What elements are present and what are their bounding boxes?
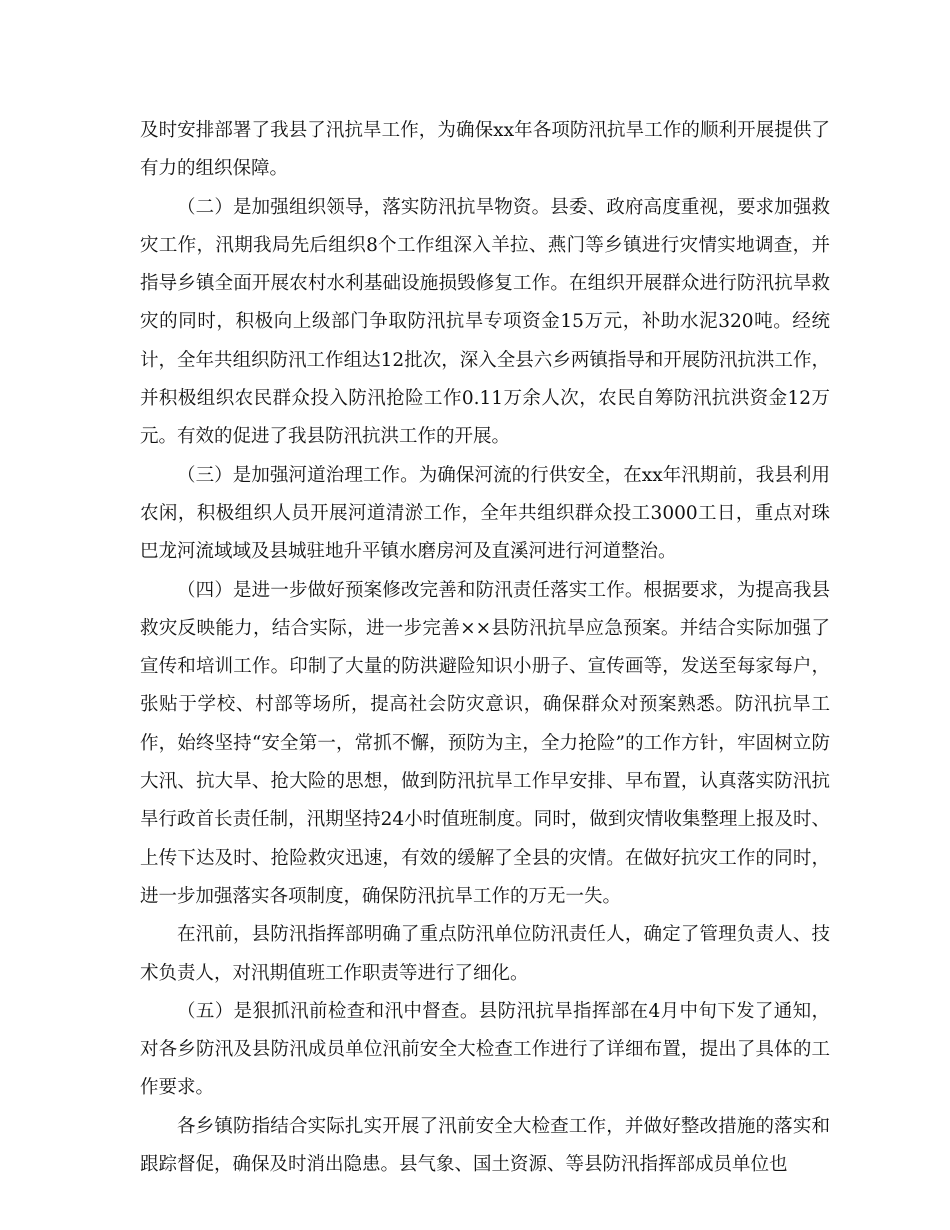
paragraph-section-5: （五）是狠抓汛前检查和汛中督查。县防汛抗旱指挥部在4月中旬下发了通知，对各乡防汛及县防汛成员单位汛前安全大检查工作进行了详细布置，提出了具体的工作要求。 <box>140 1000 830 1099</box>
paragraph-township-inspection: 各乡镇防指结合实际扎实开展了汛前安全大检查工作，并做好整改措施的落实和跟踪督促，确保及时消出隐患。县气象、国土资源、等县防汛指挥部成员单位也 <box>140 1115 830 1176</box>
paragraph-continuation: 及时安排部署了我县了汛抗旱工作，为确保xx年各项防汛抗旱工作的顺利开展提供了有力的组织保障。 <box>140 120 830 180</box>
paragraph-section-3: （三）是加强河道治理工作。为确保河流的行供安全，在xx年汛期前，我县利用农闲，积极组织人员开展河道清淤工作，全年共组织群众投工3000工日，重点对珠巴龙河流域域及县城驻地升平镇水磨房河及直溪河进行河道整治。 <box>140 464 830 563</box>
paragraph-pre-flood-responsibility: 在汛前，县防汛指挥部明确了重点防汛单位防汛责任人，确定了管理负责人、技术负责人，对汛期值班工作职责等进行了细化。 <box>140 924 830 984</box>
paragraph-section-4: （四）是进一步做好预案修改完善和防汛责任落实工作。根据要求，为提高我县救灾反映能力，结合实际，进一步完善××县防汛抗旱应急预案。并结合实际加强了宣传和培训工作。印制了大量的防洪避险知识小册子、宣传画等，发送至每家每户，张贴于学校、村部等场所，提高社会防灾意识，确保群众对预案熟悉。防汛抗旱工作，始终坚持“安全第一，常抓不懈，预防为主，全力抢险”的工作方针，牢固树立防大汛、抗大旱、抢大险的思想，做到防汛抗旱工作早安排、早布置，认真落实防汛抗旱行政首长责任制，汛期坚持24小时值班制度。同时，做到灾情收集整理上报及时、上传下达及时、抢险救灾迅速，有效的缓解了全县的灾情。在做好抗灾工作的同时，进一步加强落实各项制度，确保防汛抗旱工作的万无一失。 <box>140 579 830 907</box>
paragraph-section-2: （二）是加强组织领导，落实防汛抗旱物资。县委、政府高度重视，要求加强救灾工作，汛期我局先后组织8个工作组深入羊拉、燕门等乡镇进行灾情实地调查，并指导乡镇全面开展农村水利基础设施损毁修复工作。在组织开展群众进行防汛抗旱救灾的同时，积极向上级部门争取防汛抗旱专项资金15万元，补助水泥320吨。经统计，全年共组织防汛工作组达12批次，深入全县六乡两镇指导和开展防汛抗洪工作，并积极组织农民群众投入防汛抢险工作0.11万余人次，农民自筹防汛抗洪资金12万元。有效的促进了我县防汛抗洪工作的开展。 <box>140 196 830 448</box>
document-body <box>140 112 830 1184</box>
